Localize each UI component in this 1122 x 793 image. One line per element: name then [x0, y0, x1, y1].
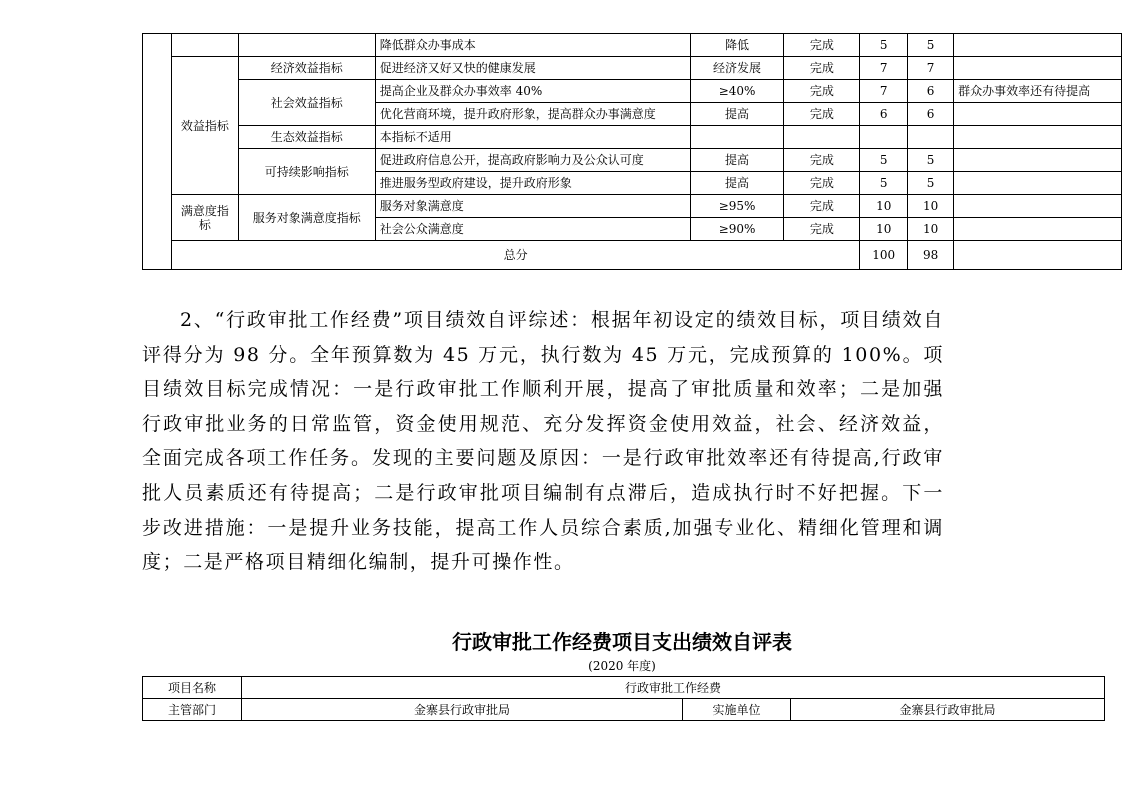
dept-label: 主管部门 [143, 699, 242, 721]
category-cell: 满意度指标 [171, 195, 238, 241]
indicator-cell: 促进政府信息公开，提高政府影响力及公众认可度 [375, 149, 690, 172]
score-cell [908, 126, 954, 149]
status-cell: 完成 [784, 195, 860, 218]
indicator-cell: 提高企业及群众办事效率 40% [375, 80, 690, 103]
target-cell: ≥95% [690, 195, 784, 218]
status-cell: 完成 [784, 103, 860, 126]
category-cell: 效益指标 [171, 57, 238, 195]
note-cell [954, 103, 1122, 126]
table-cell [143, 34, 172, 270]
score-cell: 10 [908, 218, 954, 241]
indicator-cell: 优化营商环境，提升政府形象，提高群众办事满意度 [375, 103, 690, 126]
note-cell: 群众办事效率还有待提高 [954, 80, 1122, 103]
total-label: 总分 [171, 241, 859, 270]
table-year: (2020 年度) [588, 659, 656, 673]
target-cell [690, 126, 784, 149]
weight-cell: 5 [860, 172, 908, 195]
total-row [143, 241, 1122, 270]
target-cell: ≥90% [690, 218, 784, 241]
weight-cell: 10 [860, 195, 908, 218]
weight-cell: 6 [860, 103, 908, 126]
indicator-cell: 降低群众办事成本 [375, 34, 690, 57]
target-cell: 提高 [690, 172, 784, 195]
status-cell: 完成 [784, 80, 860, 103]
indicator-cell: 本指标不适用 [375, 126, 690, 149]
table-row [143, 195, 1122, 218]
status-cell: 完成 [784, 149, 860, 172]
status-cell: 完成 [784, 218, 860, 241]
table-row [143, 699, 1105, 721]
status-cell: 完成 [784, 57, 860, 80]
score-cell: 5 [908, 34, 954, 57]
table-cell [238, 34, 375, 57]
status-cell: 完成 [784, 34, 860, 57]
target-cell: 提高 [690, 149, 784, 172]
project-name-value: 行政审批工作经费 [242, 677, 1105, 699]
indicator-cell: 社会公众满意度 [375, 218, 690, 241]
total-note [954, 241, 1122, 270]
summary-paragraph [142, 303, 944, 580]
dept-value: 金寨县行政审批局 [242, 699, 683, 721]
note-cell [954, 195, 1122, 218]
total-weight: 100 [860, 241, 908, 270]
score-cell: 5 [908, 149, 954, 172]
status-cell [784, 126, 860, 149]
subcategory-cell: 经济效益指标 [238, 57, 375, 80]
note-cell [954, 126, 1122, 149]
impl-label: 实施单位 [683, 699, 791, 721]
target-cell: 经济发展 [690, 57, 784, 80]
impl-value: 金寨县行政审批局 [791, 699, 1105, 721]
project-name-label: 项目名称 [143, 677, 242, 699]
table-cell [171, 34, 238, 57]
table-row [143, 80, 1122, 103]
status-cell: 完成 [784, 172, 860, 195]
table-row [143, 149, 1122, 172]
weight-cell: 7 [860, 57, 908, 80]
table-title: 行政审批工作经费项目支出绩效自评表 [452, 630, 792, 654]
weight-cell: 10 [860, 218, 908, 241]
weight-cell: 5 [860, 34, 908, 57]
table-row [143, 34, 1122, 57]
weight-cell: 5 [860, 149, 908, 172]
subcategory-cell: 可持续影响指标 [238, 149, 375, 195]
weight-cell: 7 [860, 80, 908, 103]
score-cell: 6 [908, 103, 954, 126]
note-cell [954, 149, 1122, 172]
note-cell [954, 57, 1122, 80]
indicator-cell: 服务对象满意度 [375, 195, 690, 218]
indicator-cell: 推进服务型政府建设，提升政府形象 [375, 172, 690, 195]
table-row [143, 57, 1122, 80]
performance-indicator-table [142, 33, 1122, 270]
subcategory-cell: 生态效益指标 [238, 126, 375, 149]
note-cell [954, 34, 1122, 57]
score-cell: 5 [908, 172, 954, 195]
target-cell: 提高 [690, 103, 784, 126]
total-score: 98 [908, 241, 954, 270]
score-cell: 6 [908, 80, 954, 103]
target-cell: ≥40% [690, 80, 784, 103]
project-info-table [142, 676, 1105, 721]
subcategory-cell: 服务对象满意度指标 [238, 195, 375, 241]
indicator-cell: 促进经济又好又快的健康发展 [375, 57, 690, 80]
table-row [143, 126, 1122, 149]
score-cell: 10 [908, 195, 954, 218]
subcategory-cell: 社会效益指标 [238, 80, 375, 126]
note-cell [954, 172, 1122, 195]
table-row [143, 677, 1105, 699]
summary-text: 2、“行政审批工作经费”项目绩效自评综述：根据年初设定的绩效目标，项目绩效自评得分为 98 分。全年预算数为 45 万元，执行数为 45 万元，完成预算的 100%。项目绩效目标完成情况：一是行政审批工作顺利开展，提高了审批质量和效率；二是加强行政审批业务的日常监管，资金使用规范、充分发挥资金使用效益，社会、经济效益，全面完成各项工作任务。发现的主要问题及原因：一是行政审批效率还有待提高,行政审批人员素质还有待提高；二是行政审批项目编制有点滞后，造成执行时不好把握。下一步改进措施：一是提升业务技能，提高工作人员综合素质,加强专业化、精细化管理和调度；二是严格项目精细化编制，提升可操作性。 [142, 309, 944, 574]
note-cell [954, 218, 1122, 241]
target-cell: 降低 [690, 34, 784, 57]
weight-cell [860, 126, 908, 149]
score-cell: 7 [908, 57, 954, 80]
